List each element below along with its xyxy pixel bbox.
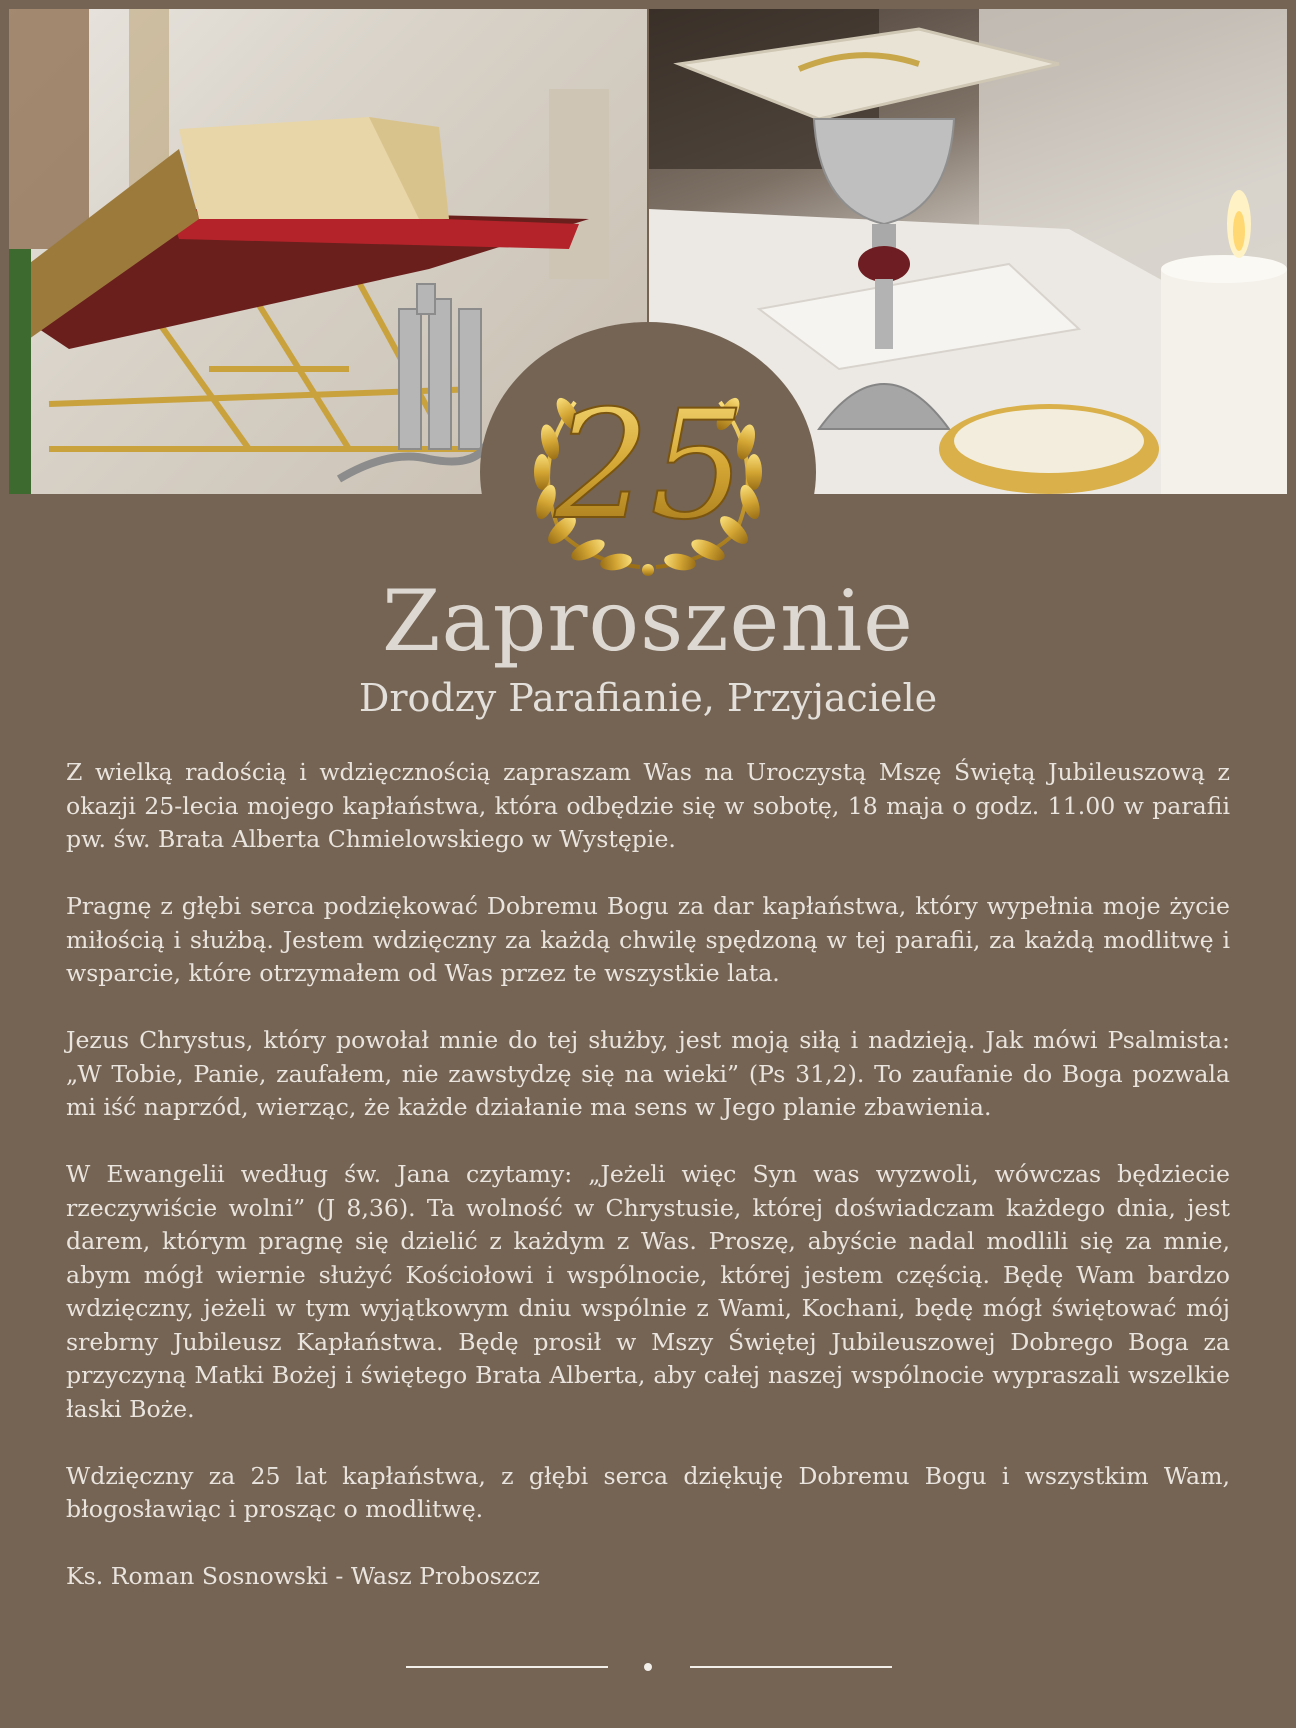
paragraph: Wdzięczny za 25 lat kapłaństwa, z głębi serca dziękuję Dobremu Bogu i wszystkim Wam, błogosławiąc i prosząc o modlitwę. <box>66 1461 1230 1523</box>
divider-dot <box>644 1663 652 1671</box>
divider-line-left <box>406 1666 608 1668</box>
divider-line-right <box>690 1666 892 1668</box>
page-title: Zaproszenie <box>382 572 914 670</box>
paragraph: Jezus Chrystus, który powołał mnie do tej służby, jest moją siłą i nadzieją. Jak mówi Psalmista: „W Tobie, Panie, zaufałem, nie zawstydzę się na wieki” (Ps 31,2). To zaufanie do Boga pozwala mi iść naprzód, wierząc, że każde działanie ma sens w Jego planie zbawienia. <box>66 1026 1230 1121</box>
letter-body <box>66 756 1230 1627</box>
footer-divider <box>0 1660 1296 1674</box>
paragraph: Z wielką radością i wdzięcznością zapraszam Was na Uroczystą Mszę Świętą Jubileuszową z okazji 25-lecia mojego kapłaństwa, która odbędzie się w sobotę, 18 maja o godz. 11.00 w parafii pw. św. Brata Alberta Chmielowskiego w Występie. <box>66 758 1230 853</box>
paragraph: W Ewangelii według św. Jana czytamy: „Jeżeli więc Syn was wyzwoli, wówczas będziecie rzeczywiście wolni” (J 8,36). Ta wolność w Chrystusie, której doświadczam każdego dnia, jest darem, którym pragnę się dzielić z każdym z Was. Proszę, abyście nadal modlili się za mnie, abym mógł wiernie służyć Kościołowi i wspólnocie, której jestem częścią. Będę Wam bardzo wdzięczny, jeżeli w tym wyjątkowym dniu wspólnie z Wami, Kochani, będę mógł świętować mój srebrny Jubileusz Kapłaństwa. Będę prosił w Mszy Świętej Jubileuszowej Dobrego Boga za przyczyną Matki Bożej i świętego Brata Alberta, aby całej naszej wspólnocie wypraszali wszelkie łaski Boże. <box>66 1160 1230 1423</box>
paragraph: Pragnę z głębi serca podziękować Dobremu Bogu za dar kapłaństwa, który wypełnia moje życie miłością i służbą. Jestem wdzięczny za każdą chwilę spędzoną w tej parafii, za każdą modlitwę i wsparcie, które otrzymałem od Was przez te wszystkie lata. <box>66 892 1230 987</box>
signature: Ks. Roman Sosnowski - Wasz Proboszcz <box>66 1562 540 1590</box>
page-subtitle: Drodzy Parafianie, Przyjaciele <box>358 676 938 720</box>
jubilee-number: 25 <box>554 379 746 553</box>
